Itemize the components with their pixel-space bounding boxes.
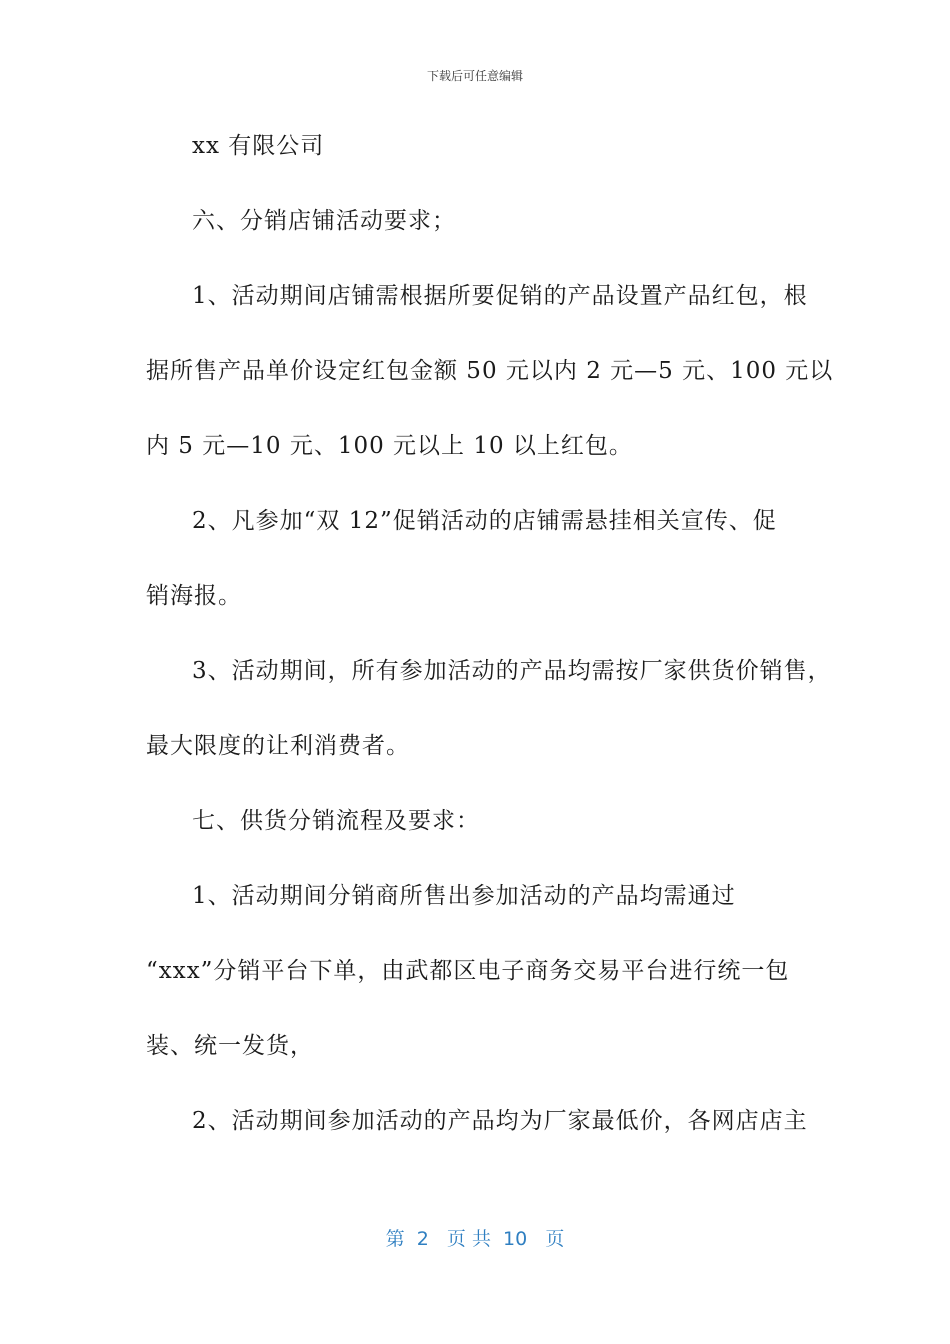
paragraph-line: 据所售产品单价设定红包金额 50 元以内 2 元—5 元、100 元以 bbox=[146, 358, 834, 384]
paragraph-line: “xxx”分销平台下单，由武都区电子商务交易平台进行统一包 bbox=[146, 958, 790, 984]
page-number-footer: 第 2 页 共 10 页 bbox=[385, 1228, 565, 1250]
paragraph-line: 3、活动期间，所有参加活动的产品均需按厂家供货价销售， bbox=[192, 658, 832, 684]
paragraph-line: 最大限度的让利消费者。 bbox=[146, 733, 410, 759]
paragraph-line: 2、凡参加“双 12”促销活动的店铺需悬挂相关宣传、促 bbox=[192, 508, 777, 534]
paragraph-line: 装、统一发货， bbox=[146, 1033, 314, 1059]
section-seven-heading: 七、供货分销流程及要求： bbox=[192, 808, 480, 834]
company-name-line: xx 有限公司 bbox=[192, 133, 325, 159]
paragraph-line: 内 5 元—10 元、100 元以上 10 以上红包。 bbox=[146, 433, 633, 459]
header-note: 下载后可任意编辑 bbox=[426, 69, 523, 83]
paragraph-line: 2、活动期间参加活动的产品均为厂家最低价，各网店店主 bbox=[192, 1108, 808, 1134]
section-six-heading: 六、分销店铺活动要求； bbox=[192, 208, 456, 234]
paragraph-line: 1、活动期间店铺需根据所要促销的产品设置产品红包，根 bbox=[192, 283, 808, 309]
paragraph-line: 销海报。 bbox=[146, 583, 242, 609]
paragraph-line: 1、活动期间分销商所售出参加活动的产品均需通过 bbox=[192, 883, 736, 909]
